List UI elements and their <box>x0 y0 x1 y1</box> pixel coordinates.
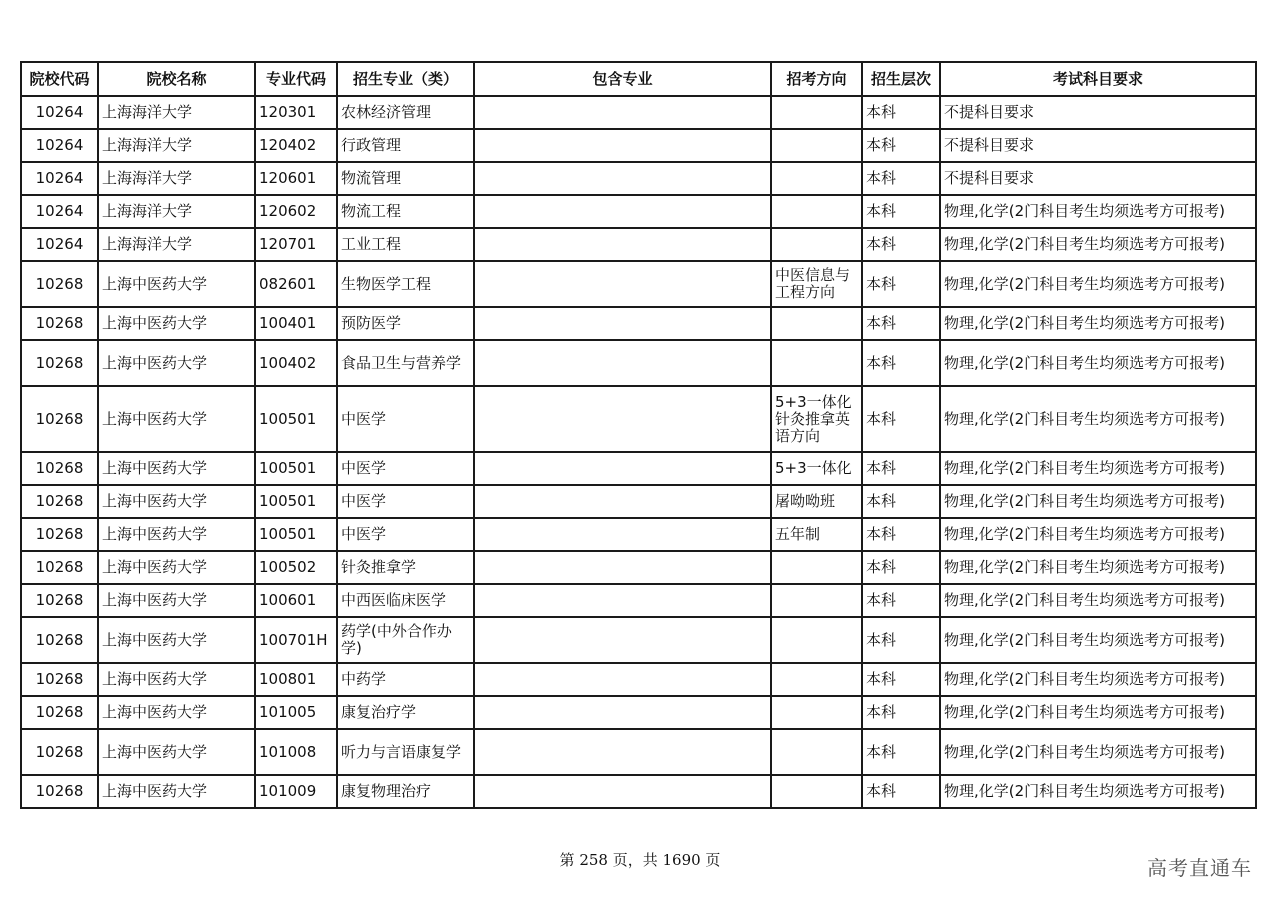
direction-cell: 五年制 <box>771 518 862 551</box>
major-code-cell: 100501 <box>255 452 337 485</box>
table-row <box>21 340 1256 386</box>
table-row <box>21 452 1256 485</box>
table-row <box>21 307 1256 340</box>
school-name-cell: 上海海洋大学 <box>98 228 255 261</box>
school-name-cell: 上海中医药大学 <box>98 340 255 386</box>
level-cell: 本科 <box>862 485 940 518</box>
header-level: 招生层次 <box>862 62 940 96</box>
level-cell: 本科 <box>862 775 940 808</box>
included-majors-cell <box>474 261 771 307</box>
direction-cell <box>771 775 862 808</box>
major-cell: 农林经济管理 <box>337 96 474 129</box>
level-cell: 本科 <box>862 307 940 340</box>
direction-cell: 屠呦呦班 <box>771 485 862 518</box>
table-row <box>21 162 1256 195</box>
table-row <box>21 228 1256 261</box>
school-code-cell: 10268 <box>21 775 98 808</box>
school-code-cell: 10268 <box>21 340 98 386</box>
level-cell: 本科 <box>862 617 940 663</box>
header-school-name: 院校名称 <box>98 62 255 96</box>
included-majors-cell <box>474 96 771 129</box>
school-name-cell: 上海海洋大学 <box>98 129 255 162</box>
major-cell: 行政管理 <box>337 129 474 162</box>
major-code-cell: 082601 <box>255 261 337 307</box>
level-cell: 本科 <box>862 96 940 129</box>
subject-requirements-cell: 物理,化学(2门科目考生均须选考方可报考) <box>940 195 1256 228</box>
school-code-cell: 10264 <box>21 129 98 162</box>
school-name-cell: 上海中医药大学 <box>98 551 255 584</box>
school-code-cell: 10264 <box>21 96 98 129</box>
included-majors-cell <box>474 228 771 261</box>
subject-requirements-cell: 物理,化学(2门科目考生均须选考方可报考) <box>940 775 1256 808</box>
level-cell: 本科 <box>862 228 940 261</box>
level-cell: 本科 <box>862 551 940 584</box>
header-school-code: 院校代码 <box>21 62 98 96</box>
table-row <box>21 617 1256 663</box>
major-cell: 工业工程 <box>337 228 474 261</box>
included-majors-cell <box>474 340 771 386</box>
school-name-cell: 上海中医药大学 <box>98 261 255 307</box>
direction-cell <box>771 307 862 340</box>
direction-cell: 5+3一体化针灸推拿英语方向 <box>771 386 862 452</box>
school-name-cell: 上海中医药大学 <box>98 584 255 617</box>
subject-requirements-cell: 物理,化学(2门科目考生均须选考方可报考) <box>940 729 1256 775</box>
included-majors-cell <box>474 162 771 195</box>
direction-cell <box>771 96 862 129</box>
major-cell: 中西医临床医学 <box>337 584 474 617</box>
major-code-cell: 120601 <box>255 162 337 195</box>
major-code-cell: 100402 <box>255 340 337 386</box>
table-row <box>21 386 1256 452</box>
level-cell: 本科 <box>862 386 940 452</box>
subject-requirements-cell: 不提科目要求 <box>940 129 1256 162</box>
page-number: 第 258 页，共 1690 页 <box>559 851 721 869</box>
direction-cell <box>771 729 862 775</box>
direction-cell <box>771 551 862 584</box>
major-cell: 生物医学工程 <box>337 261 474 307</box>
major-code-cell: 101008 <box>255 729 337 775</box>
major-cell: 康复物理治疗 <box>337 775 474 808</box>
included-majors-cell <box>474 386 771 452</box>
major-code-cell: 100502 <box>255 551 337 584</box>
table-body <box>21 96 1256 808</box>
major-cell: 食品卫生与营养学 <box>337 340 474 386</box>
subject-requirements-cell: 物理,化学(2门科目考生均须选考方可报考) <box>940 307 1256 340</box>
major-cell: 中医学 <box>337 386 474 452</box>
school-code-cell: 10268 <box>21 729 98 775</box>
included-majors-cell <box>474 617 771 663</box>
school-name-cell: 上海中医药大学 <box>98 485 255 518</box>
level-cell: 本科 <box>862 162 940 195</box>
header-subject-requirements: 考试科目要求 <box>940 62 1256 96</box>
direction-cell <box>771 617 862 663</box>
major-cell: 针灸推拿学 <box>337 551 474 584</box>
level-cell: 本科 <box>862 696 940 729</box>
subject-requirements-cell: 物理,化学(2门科目考生均须选考方可报考) <box>940 696 1256 729</box>
header-major: 招生专业（类） <box>337 62 474 96</box>
level-cell: 本科 <box>862 261 940 307</box>
major-code-cell: 100501 <box>255 518 337 551</box>
major-cell: 预防医学 <box>337 307 474 340</box>
major-cell: 中药学 <box>337 663 474 696</box>
major-code-cell: 100401 <box>255 307 337 340</box>
school-code-cell: 10264 <box>21 162 98 195</box>
school-code-cell: 10268 <box>21 551 98 584</box>
school-name-cell: 上海中医药大学 <box>98 663 255 696</box>
direction-cell <box>771 663 862 696</box>
major-cell: 物流管理 <box>337 162 474 195</box>
direction-cell <box>771 228 862 261</box>
subject-requirements-cell: 物理,化学(2门科目考生均须选考方可报考) <box>940 663 1256 696</box>
subject-requirements-cell: 物理,化学(2门科目考生均须选考方可报考) <box>940 617 1256 663</box>
school-name-cell: 上海中医药大学 <box>98 775 255 808</box>
subject-requirements-cell: 物理,化学(2门科目考生均须选考方可报考) <box>940 452 1256 485</box>
included-majors-cell <box>474 551 771 584</box>
subject-requirements-cell: 物理,化学(2门科目考生均须选考方可报考) <box>940 518 1256 551</box>
school-name-cell: 上海中医药大学 <box>98 452 255 485</box>
table-row <box>21 551 1256 584</box>
table-row <box>21 261 1256 307</box>
major-code-cell: 101009 <box>255 775 337 808</box>
level-cell: 本科 <box>862 195 940 228</box>
major-cell: 中医学 <box>337 485 474 518</box>
school-code-cell: 10268 <box>21 485 98 518</box>
school-code-cell: 10268 <box>21 518 98 551</box>
school-code-cell: 10268 <box>21 663 98 696</box>
header-row <box>21 62 1256 96</box>
direction-cell: 中医信息与工程方向 <box>771 261 862 307</box>
school-name-cell: 上海海洋大学 <box>98 96 255 129</box>
major-code-cell: 120602 <box>255 195 337 228</box>
subject-requirements-cell: 物理,化学(2门科目考生均须选考方可报考) <box>940 485 1256 518</box>
included-majors-cell <box>474 775 771 808</box>
major-code-cell: 120301 <box>255 96 337 129</box>
included-majors-cell <box>474 452 771 485</box>
school-code-cell: 10268 <box>21 696 98 729</box>
included-majors-cell <box>474 584 771 617</box>
table-row <box>21 485 1256 518</box>
school-code-cell: 10264 <box>21 228 98 261</box>
subject-requirements-cell: 物理,化学(2门科目考生均须选考方可报考) <box>940 551 1256 584</box>
level-cell: 本科 <box>862 663 940 696</box>
major-code-cell: 120402 <box>255 129 337 162</box>
direction-cell <box>771 696 862 729</box>
major-code-cell: 100801 <box>255 663 337 696</box>
level-cell: 本科 <box>862 452 940 485</box>
table-row <box>21 696 1256 729</box>
school-code-cell: 10268 <box>21 307 98 340</box>
school-name-cell: 上海中医药大学 <box>98 307 255 340</box>
school-code-cell: 10264 <box>21 195 98 228</box>
table-row <box>21 729 1256 775</box>
header-direction: 招考方向 <box>771 62 862 96</box>
direction-cell: 5+3一体化 <box>771 452 862 485</box>
included-majors-cell <box>474 518 771 551</box>
table-row <box>21 584 1256 617</box>
table-row <box>21 96 1256 129</box>
direction-cell <box>771 340 862 386</box>
subject-requirements-cell: 物理,化学(2门科目考生均须选考方可报考) <box>940 228 1256 261</box>
included-majors-cell <box>474 729 771 775</box>
school-name-cell: 上海海洋大学 <box>98 162 255 195</box>
school-code-cell: 10268 <box>21 452 98 485</box>
included-majors-cell <box>474 129 771 162</box>
table-row <box>21 663 1256 696</box>
direction-cell <box>771 584 862 617</box>
included-majors-cell <box>474 195 771 228</box>
school-code-cell: 10268 <box>21 617 98 663</box>
school-name-cell: 上海中医药大学 <box>98 729 255 775</box>
included-majors-cell <box>474 485 771 518</box>
direction-cell <box>771 129 862 162</box>
direction-cell <box>771 195 862 228</box>
major-cell: 中医学 <box>337 518 474 551</box>
major-code-cell: 100501 <box>255 485 337 518</box>
school-name-cell: 上海中医药大学 <box>98 518 255 551</box>
school-name-cell: 上海中医药大学 <box>98 617 255 663</box>
included-majors-cell <box>474 663 771 696</box>
subject-requirements-cell: 物理,化学(2门科目考生均须选考方可报考) <box>940 261 1256 307</box>
admissions-table <box>20 61 1257 809</box>
major-cell: 听力与言语康复学 <box>337 729 474 775</box>
school-code-cell: 10268 <box>21 261 98 307</box>
table-row <box>21 775 1256 808</box>
major-cell: 药学(中外合作办学) <box>337 617 474 663</box>
level-cell: 本科 <box>862 729 940 775</box>
table-row <box>21 129 1256 162</box>
level-cell: 本科 <box>862 518 940 551</box>
included-majors-cell <box>474 696 771 729</box>
school-name-cell: 上海中医药大学 <box>98 386 255 452</box>
school-name-cell: 上海中医药大学 <box>98 696 255 729</box>
level-cell: 本科 <box>862 340 940 386</box>
subject-requirements-cell: 不提科目要求 <box>940 96 1256 129</box>
major-code-cell: 100501 <box>255 386 337 452</box>
major-code-cell: 120701 <box>255 228 337 261</box>
subject-requirements-cell: 物理,化学(2门科目考生均须选考方可报考) <box>940 340 1256 386</box>
watermark-text: 高考直通车 <box>1147 856 1252 880</box>
included-majors-cell <box>474 307 771 340</box>
major-cell: 物流工程 <box>337 195 474 228</box>
major-code-cell: 100601 <box>255 584 337 617</box>
subject-requirements-cell: 不提科目要求 <box>940 162 1256 195</box>
header-included-majors: 包含专业 <box>474 62 771 96</box>
direction-cell <box>771 162 862 195</box>
level-cell: 本科 <box>862 129 940 162</box>
school-code-cell: 10268 <box>21 584 98 617</box>
level-cell: 本科 <box>862 584 940 617</box>
school-name-cell: 上海海洋大学 <box>98 195 255 228</box>
subject-requirements-cell: 物理,化学(2门科目考生均须选考方可报考) <box>940 584 1256 617</box>
school-code-cell: 10268 <box>21 386 98 452</box>
table-row <box>21 195 1256 228</box>
major-cell: 康复治疗学 <box>337 696 474 729</box>
major-cell: 中医学 <box>337 452 474 485</box>
major-code-cell: 101005 <box>255 696 337 729</box>
subject-requirements-cell: 物理,化学(2门科目考生均须选考方可报考) <box>940 386 1256 452</box>
header-major-code: 专业代码 <box>255 62 337 96</box>
major-code-cell: 100701H <box>255 617 337 663</box>
table-row <box>21 518 1256 551</box>
